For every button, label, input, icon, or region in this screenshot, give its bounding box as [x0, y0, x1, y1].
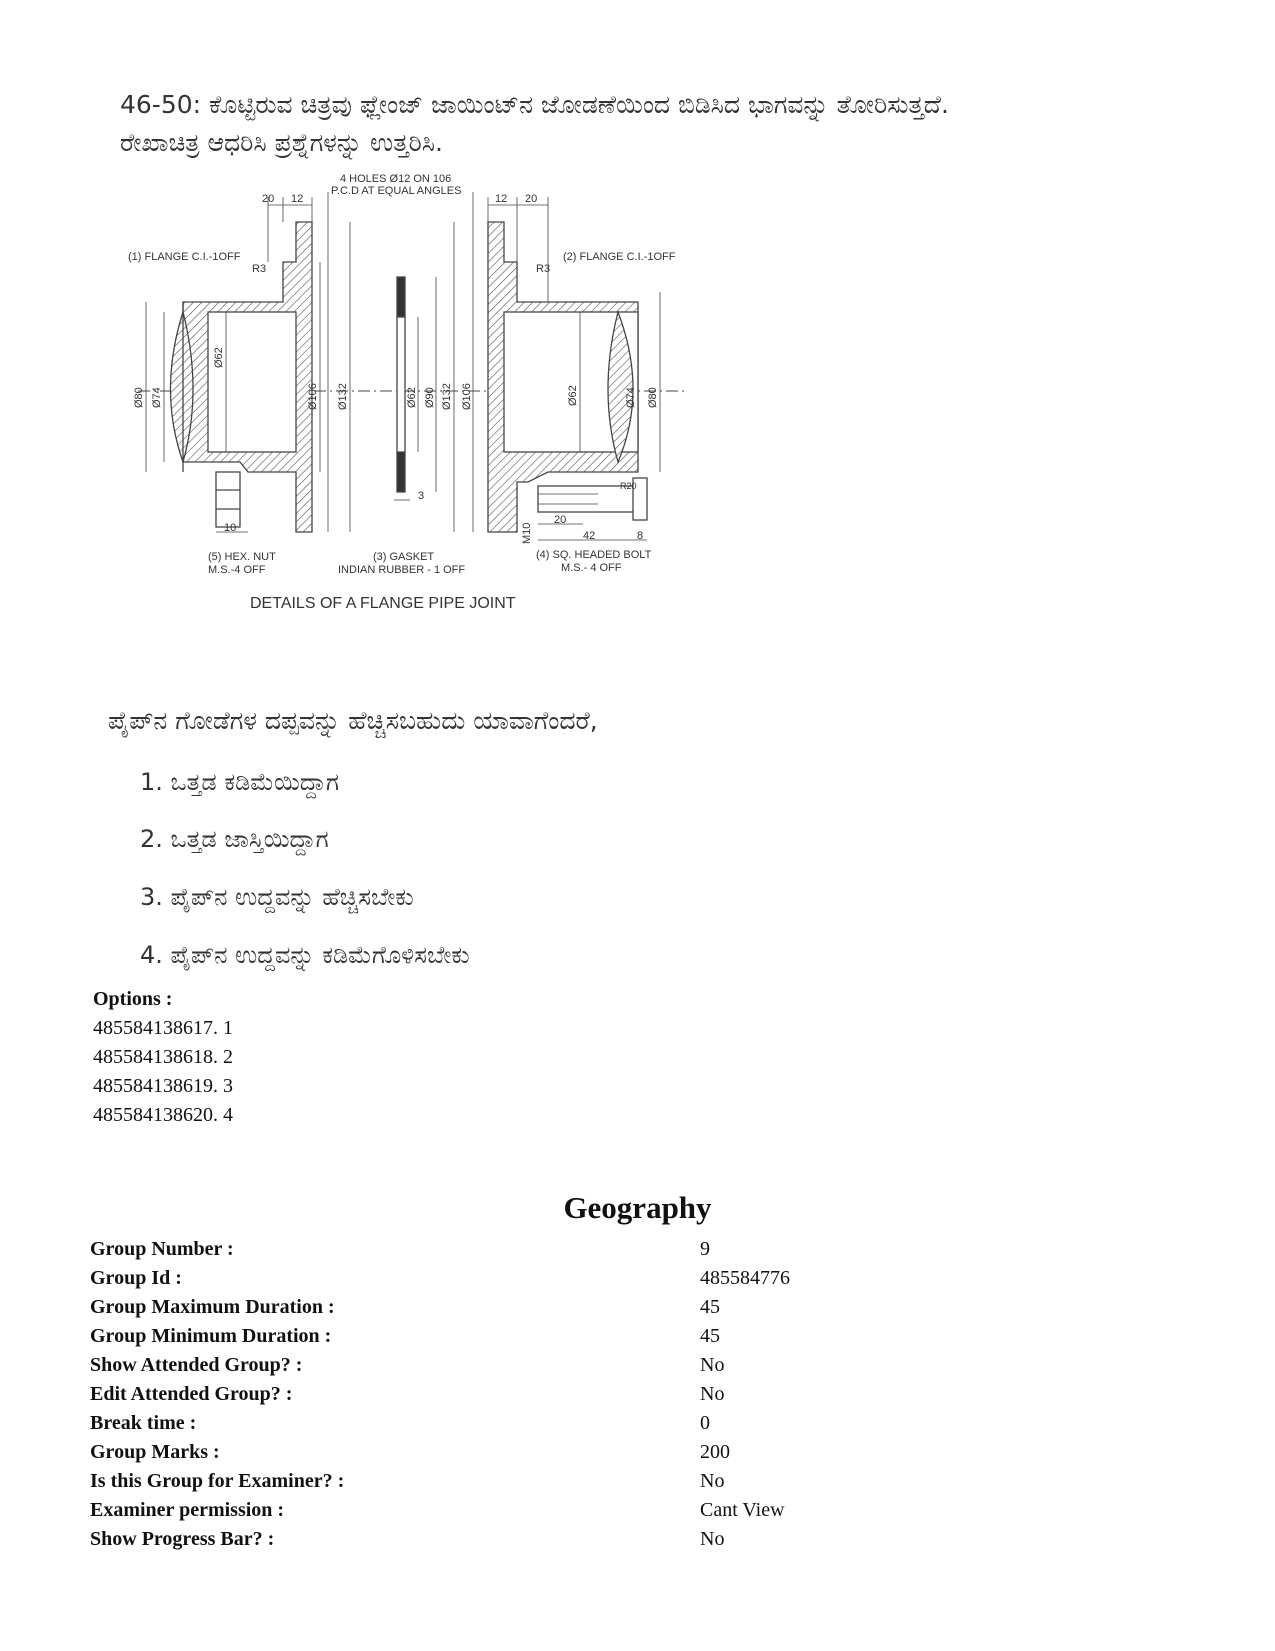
choice-4: 4. ಪೈಪ್‌ನ ಉದ್ದವನ್ನು ಕಡಿಮೆಗೊಳಿಸಬೇಕು: [140, 941, 470, 969]
row-label-for-examiner: Is this Group for Examiner? :: [90, 1470, 345, 1492]
bolt-label-2: M.S.- 4 OFF: [561, 562, 622, 574]
row-value-for-examiner: No: [700, 1470, 725, 1492]
option-3: 485584138619. 3: [93, 1075, 233, 1097]
row-value-examiner-permission: Cant View: [700, 1499, 785, 1521]
gasket-d90: Ø90: [424, 387, 436, 408]
row-value-break-time: 0: [700, 1412, 710, 1434]
row-value-min-duration: 45: [700, 1325, 720, 1347]
option-1: 485584138617. 1: [93, 1017, 233, 1039]
option-4: 485584138620. 4: [93, 1104, 233, 1126]
bolt-dim-42: 42: [583, 530, 596, 542]
dim-10: 10: [224, 522, 237, 534]
dim-d106-left: Ø106: [307, 383, 319, 410]
row-label-min-duration: Group Minimum Duration :: [90, 1325, 332, 1347]
r3-right: R3: [536, 263, 551, 275]
hex-nut-label-2: M.S.-4 OFF: [208, 564, 266, 576]
bolt-dim-20: 20: [554, 514, 567, 526]
row-value-group-number: 9: [700, 1238, 710, 1260]
row-label-edit-attended: Edit Attended Group? :: [90, 1383, 293, 1405]
dim-20-left: 20: [262, 193, 275, 205]
flange-1-label: (1) FLANGE C.I.-1OFF: [128, 251, 241, 263]
choice-2: 2. ಒತ್ತಡ ಜಾಸ್ತಿಯಿದ್ದಾಗ: [140, 825, 329, 853]
dim-12-right: 12: [495, 193, 508, 205]
row-value-group-id: 485584776: [700, 1267, 790, 1289]
question-intro-line-2: ರೇಖಾಚಿತ್ರ ಆಧರಿಸಿ ಪ್ರಶ್ನೆಗಳನ್ನು ಉತ್ತರಿಸಿ.: [120, 128, 443, 157]
choice-3: 3. ಪೈಪ್‌ನ ಉದ್ದವನ್ನು ಹೆಚ್ಚಿಸಬೇಕು: [140, 883, 414, 911]
dim-d74-right: Ø74: [625, 387, 637, 408]
gasket-d132: Ø132: [441, 383, 453, 410]
gasket-d62: Ø62: [406, 387, 418, 408]
row-value-show-attended: No: [700, 1354, 725, 1376]
flange-2-label: (2) FLANGE C.I.-1OFF: [563, 251, 676, 263]
dim-m10: M10: [521, 522, 533, 544]
row-label-break-time: Break time :: [90, 1412, 197, 1434]
bolt-dim-8: 8: [637, 530, 644, 542]
dim-12-left: 12: [291, 193, 304, 205]
option-2: 485584138618. 2: [93, 1046, 233, 1068]
section-title: Geography: [563, 1190, 712, 1225]
row-label-progress-bar: Show Progress Bar? :: [90, 1528, 275, 1550]
row-label-group-id: Group Id :: [90, 1267, 182, 1289]
row-value-edit-attended: No: [700, 1383, 725, 1405]
options-title: Options :: [93, 988, 173, 1010]
dim-d132-left: Ø132: [337, 383, 349, 410]
row-label-show-attended: Show Attended Group? :: [90, 1354, 303, 1376]
dim-d74-left: Ø74: [151, 387, 163, 408]
bolt-label-1: (4) SQ. HEADED BOLT: [536, 549, 652, 561]
choice-1: 1. ಒತ್ತಡ ಕಡಿಮೆಯಿದ್ದಾಗ: [140, 768, 339, 796]
row-value-max-duration: 45: [700, 1296, 720, 1318]
dim-d62-left: Ø62: [213, 347, 225, 368]
row-value-progress-bar: No: [700, 1528, 725, 1550]
row-label-max-duration: Group Maximum Duration :: [90, 1296, 335, 1318]
gasket-label-1: (3) GASKET: [373, 551, 435, 563]
flange-joint-svg: [128, 172, 728, 650]
dim-3: 3: [418, 490, 425, 502]
gasket-label-2: INDIAN RUBBER - 1 OFF: [338, 564, 466, 576]
question-intro-line-1: 46-50: ಕೊಟ್ಟಿರುವ ಚಿತ್ರವು ಫ್ಲೇಂಜ್ ಜಾಯಿಂಟ್‌ನ ಜೋಡಣೆಯಿಂದ ಬಿಡಿಸಿದ ಭಾಗವನ್ನು ತೋರಿಸುತ್ತದೆ.: [120, 90, 949, 119]
r3-left: R3: [252, 263, 267, 275]
figure-caption: DETAILS OF A FLANGE PIPE JOINT: [250, 595, 516, 612]
dim-d80-right: Ø80: [647, 387, 659, 408]
dim-20-right: 20: [525, 193, 538, 205]
dim-d80-left: Ø80: [133, 387, 145, 408]
holes-note-line-2: P.C.D AT EQUAL ANGLES: [331, 185, 462, 197]
row-value-group-marks: 200: [700, 1441, 730, 1463]
question-intro: [120, 86, 1180, 162]
dim-d62-right: Ø62: [567, 385, 579, 406]
flange-joint-drawing: [128, 172, 728, 650]
holes-note-line-1: 4 HOLES Ø12 ON 106: [340, 173, 452, 185]
bolt-dim-r20: R20: [620, 481, 637, 491]
row-label-group-number: Group Number :: [90, 1238, 234, 1260]
question-stem: ಪೈಪ್‌ನ ಗೋಡೆಗಳ ದಪ್ಪವನ್ನು ಹೆಚ್ಚಿಸಬಹುದು ಯಾವಾಗೆಂದರೆ,: [108, 706, 598, 735]
hex-nut-label-1: (5) HEX. NUT: [208, 551, 276, 563]
row-label-group-marks: Group Marks :: [90, 1441, 220, 1463]
row-label-examiner-permission: Examiner permission :: [90, 1499, 285, 1521]
dim-d106-right: Ø106: [461, 383, 473, 410]
